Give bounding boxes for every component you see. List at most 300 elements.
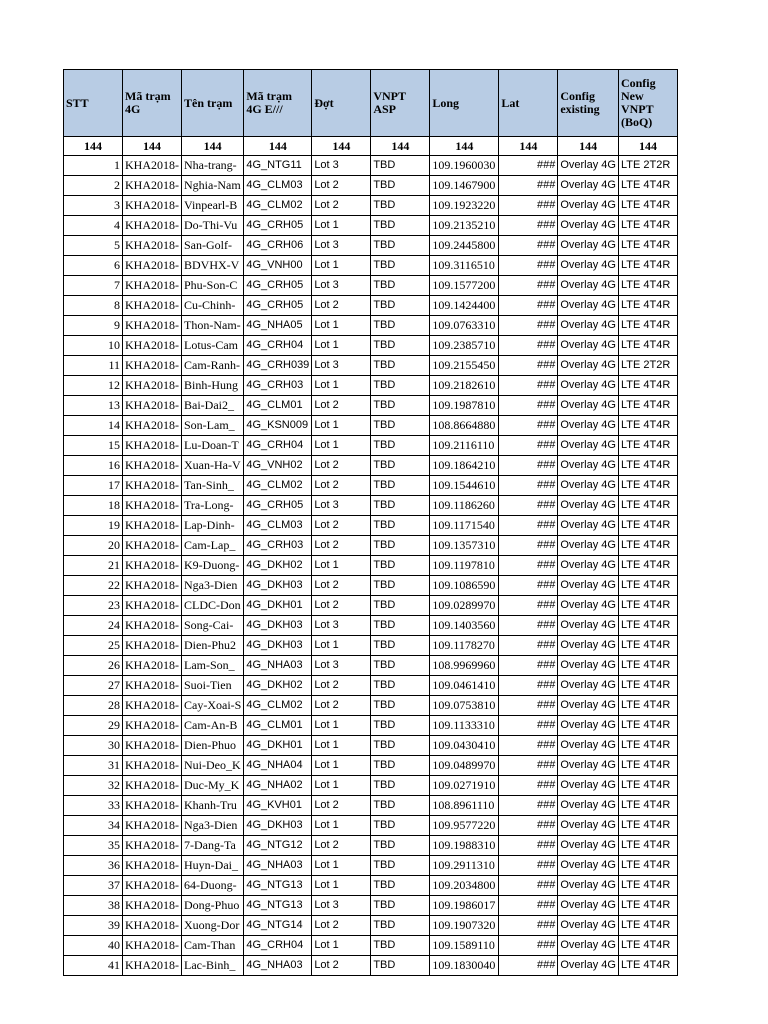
cell-ma-tram-4g: KHA2018- — [123, 636, 182, 656]
cell-config-existing: Overlay 4G — [558, 936, 619, 956]
cell-config-existing: Overlay 4G — [558, 396, 619, 416]
cell-config-existing: Overlay 4G — [558, 596, 619, 616]
cell-ten-tram: Dien-Phuo — [182, 736, 244, 756]
table-row — [64, 576, 678, 596]
cell-ma-tram-4g-e: 4G_NHA03 — [244, 956, 312, 976]
cell-config-existing: Overlay 4G — [558, 376, 619, 396]
cell-vnpt-asp: TBD — [371, 836, 430, 856]
cell-stt: 19 — [64, 516, 123, 536]
cell-ten-tram: Phu-Son-C — [182, 276, 244, 296]
cell-ma-tram-4g: KHA2018- — [123, 696, 182, 716]
cell-ten-tram: Thon-Nam- — [182, 316, 244, 336]
cell-dot: Lot 1 — [312, 216, 371, 236]
cell-lat: ### — [499, 336, 558, 356]
cell-dot: Lot 2 — [312, 836, 371, 856]
cell-long: 109.0271910 — [430, 776, 499, 796]
table-row — [64, 876, 678, 896]
cell-vnpt-asp: TBD — [371, 416, 430, 436]
cell-config-existing: Overlay 4G — [558, 536, 619, 556]
cell-stt: 7 — [64, 276, 123, 296]
cell-stt: 30 — [64, 736, 123, 756]
cell-ma-tram-4g: KHA2018- — [123, 856, 182, 876]
cell-vnpt-asp: TBD — [371, 276, 430, 296]
cell-ma-tram-4g: KHA2018- — [123, 476, 182, 496]
cell-config-new: LTE 4T4R — [618, 316, 677, 336]
count-row — [64, 137, 678, 156]
cell-stt: 40 — [64, 936, 123, 956]
cell-lat: ### — [499, 636, 558, 656]
cell-lat: ### — [499, 856, 558, 876]
table-row — [64, 416, 678, 436]
cell-lat: ### — [499, 556, 558, 576]
cell-ma-tram-4g-e: 4G_NHA04 — [244, 756, 312, 776]
cell-long: 109.1086590 — [430, 576, 499, 596]
table-row — [64, 496, 678, 516]
cell-ma-tram-4g-e: 4G_KSN009 — [244, 416, 312, 436]
cell-ma-tram-4g: KHA2018- — [123, 716, 182, 736]
col-header-stt: STT — [64, 70, 123, 137]
cell-ma-tram-4g: KHA2018- — [123, 876, 182, 896]
cell-dot: Lot 2 — [312, 956, 371, 976]
count-cell: 144 — [244, 137, 312, 156]
cell-config-existing: Overlay 4G — [558, 156, 619, 176]
cell-lat: ### — [499, 276, 558, 296]
cell-ma-tram-4g: KHA2018- — [123, 896, 182, 916]
col-header-ma-tram-4g: Mã trạm 4G — [123, 70, 182, 137]
cell-config-new: LTE 4T4R — [618, 236, 677, 256]
cell-config-existing: Overlay 4G — [558, 656, 619, 676]
cell-dot: Lot 1 — [312, 556, 371, 576]
cell-long: 109.0461410 — [430, 676, 499, 696]
cell-dot: Lot 1 — [312, 816, 371, 836]
site-table — [63, 69, 678, 976]
cell-config-new: LTE 2T2R — [618, 156, 677, 176]
table-row — [64, 696, 678, 716]
cell-stt: 22 — [64, 576, 123, 596]
cell-lat: ### — [499, 316, 558, 336]
cell-ma-tram-4g-e: 4G_DKH03 — [244, 636, 312, 656]
cell-vnpt-asp: TBD — [371, 496, 430, 516]
cell-ten-tram: Dien-Phu2 — [182, 636, 244, 656]
cell-long: 109.1960030 — [430, 156, 499, 176]
cell-stt: 4 — [64, 216, 123, 236]
cell-long: 109.0289970 — [430, 596, 499, 616]
cell-config-existing: Overlay 4G — [558, 576, 619, 596]
table-row — [64, 956, 678, 976]
cell-dot: Lot 1 — [312, 716, 371, 736]
cell-stt: 25 — [64, 636, 123, 656]
cell-config-new: LTE 4T4R — [618, 476, 677, 496]
cell-dot: Lot 1 — [312, 376, 371, 396]
cell-ma-tram-4g: KHA2018- — [123, 816, 182, 836]
cell-config-new: LTE 4T4R — [618, 836, 677, 856]
cell-long: 109.9577220 — [430, 816, 499, 836]
count-cell: 144 — [182, 137, 244, 156]
cell-config-existing: Overlay 4G — [558, 616, 619, 636]
cell-ma-tram-4g-e: 4G_CRH05 — [244, 216, 312, 236]
cell-lat: ### — [499, 756, 558, 776]
cell-ma-tram-4g-e: 4G_CRH04 — [244, 936, 312, 956]
cell-dot: Lot 3 — [312, 656, 371, 676]
cell-config-new: LTE 4T4R — [618, 656, 677, 676]
cell-lat: ### — [499, 896, 558, 916]
cell-ma-tram-4g-e: 4G_NTG12 — [244, 836, 312, 856]
cell-ma-tram-4g: KHA2018- — [123, 796, 182, 816]
cell-long: 109.1544610 — [430, 476, 499, 496]
cell-ma-tram-4g: KHA2018- — [123, 376, 182, 396]
cell-config-existing: Overlay 4G — [558, 276, 619, 296]
cell-config-existing: Overlay 4G — [558, 256, 619, 276]
cell-ma-tram-4g-e: 4G_CRH039 — [244, 356, 312, 376]
cell-ma-tram-4g-e: 4G_DKH02 — [244, 676, 312, 696]
cell-lat: ### — [499, 496, 558, 516]
cell-config-existing: Overlay 4G — [558, 436, 619, 456]
cell-config-new: LTE 4T4R — [618, 716, 677, 736]
cell-config-new: LTE 4T4R — [618, 556, 677, 576]
cell-lat: ### — [499, 596, 558, 616]
cell-dot: Lot 3 — [312, 156, 371, 176]
col-header-config-new: Config New VNPT (BoQ) — [618, 70, 677, 137]
cell-lat: ### — [499, 536, 558, 556]
table-row — [64, 596, 678, 616]
cell-vnpt-asp: TBD — [371, 156, 430, 176]
header-row — [64, 70, 678, 137]
cell-config-new: LTE 4T4R — [618, 956, 677, 976]
cell-ma-tram-4g: KHA2018- — [123, 176, 182, 196]
cell-config-new: LTE 4T4R — [618, 516, 677, 536]
cell-vnpt-asp: TBD — [371, 916, 430, 936]
cell-lat: ### — [499, 436, 558, 456]
cell-config-new: LTE 4T4R — [618, 196, 677, 216]
cell-config-new: LTE 4T4R — [618, 336, 677, 356]
cell-ma-tram-4g: KHA2018- — [123, 496, 182, 516]
cell-ma-tram-4g-e: 4G_NTG13 — [244, 896, 312, 916]
cell-ma-tram-4g-e: 4G_CRH05 — [244, 296, 312, 316]
cell-ten-tram: Binh-Hung — [182, 376, 244, 396]
cell-stt: 15 — [64, 436, 123, 456]
table-row — [64, 816, 678, 836]
col-header-long: Long — [430, 70, 499, 137]
table-row — [64, 296, 678, 316]
table-row — [64, 316, 678, 336]
cell-vnpt-asp: TBD — [371, 776, 430, 796]
table-row — [64, 796, 678, 816]
cell-dot: Lot 3 — [312, 236, 371, 256]
cell-ten-tram: Cam-An-B — [182, 716, 244, 736]
cell-config-new: LTE 4T4R — [618, 436, 677, 456]
table-row — [64, 376, 678, 396]
cell-stt: 21 — [64, 556, 123, 576]
count-cell: 144 — [499, 137, 558, 156]
cell-ma-tram-4g: KHA2018- — [123, 416, 182, 436]
cell-stt: 6 — [64, 256, 123, 276]
cell-stt: 13 — [64, 396, 123, 416]
cell-long: 108.8664880 — [430, 416, 499, 436]
cell-lat: ### — [499, 476, 558, 496]
cell-lat: ### — [499, 296, 558, 316]
cell-long: 109.2445800 — [430, 236, 499, 256]
count-cell: 144 — [123, 137, 182, 156]
cell-ten-tram: K9-Duong- — [182, 556, 244, 576]
table-row — [64, 356, 678, 376]
cell-vnpt-asp: TBD — [371, 296, 430, 316]
cell-ma-tram-4g: KHA2018- — [123, 256, 182, 276]
cell-stt: 12 — [64, 376, 123, 396]
cell-dot: Lot 3 — [312, 496, 371, 516]
cell-config-new: LTE 4T4R — [618, 776, 677, 796]
cell-vnpt-asp: TBD — [371, 256, 430, 276]
cell-lat: ### — [499, 456, 558, 476]
table-row — [64, 556, 678, 576]
cell-dot: Lot 3 — [312, 356, 371, 376]
cell-config-new: LTE 4T4R — [618, 916, 677, 936]
cell-ma-tram-4g-e: 4G_VNH00 — [244, 256, 312, 276]
cell-ma-tram-4g-e: 4G_NTG11 — [244, 156, 312, 176]
table-row — [64, 656, 678, 676]
table-row — [64, 276, 678, 296]
cell-long: 109.2034800 — [430, 876, 499, 896]
cell-stt: 28 — [64, 696, 123, 716]
cell-stt: 29 — [64, 716, 123, 736]
cell-config-existing: Overlay 4G — [558, 836, 619, 856]
cell-ten-tram: 64-Duong- — [182, 876, 244, 896]
cell-ma-tram-4g-e: 4G_CLM02 — [244, 696, 312, 716]
cell-vnpt-asp: TBD — [371, 236, 430, 256]
table-row — [64, 336, 678, 356]
cell-config-new: LTE 4T4R — [618, 296, 677, 316]
cell-config-existing: Overlay 4G — [558, 416, 619, 436]
cell-config-new: LTE 4T4R — [618, 816, 677, 836]
cell-lat: ### — [499, 796, 558, 816]
cell-ma-tram-4g: KHA2018- — [123, 516, 182, 536]
cell-ma-tram-4g-e: 4G_NHA03 — [244, 856, 312, 876]
cell-ten-tram: Khanh-Tru — [182, 796, 244, 816]
cell-dot: Lot 2 — [312, 536, 371, 556]
cell-ten-tram: Cay-Xoai-S — [182, 696, 244, 716]
table-row — [64, 436, 678, 456]
cell-config-existing: Overlay 4G — [558, 736, 619, 756]
cell-config-existing: Overlay 4G — [558, 496, 619, 516]
table-row — [64, 936, 678, 956]
cell-long: 109.1986017 — [430, 896, 499, 916]
cell-config-existing: Overlay 4G — [558, 776, 619, 796]
cell-ma-tram-4g: KHA2018- — [123, 576, 182, 596]
cell-vnpt-asp: TBD — [371, 576, 430, 596]
cell-ten-tram: Nha-trang- — [182, 156, 244, 176]
cell-long: 109.1403560 — [430, 616, 499, 636]
cell-dot: Lot 1 — [312, 316, 371, 336]
cell-dot: Lot 2 — [312, 796, 371, 816]
cell-stt: 41 — [64, 956, 123, 976]
cell-dot: Lot 2 — [312, 916, 371, 936]
cell-stt: 14 — [64, 416, 123, 436]
cell-config-new: LTE 4T4R — [618, 856, 677, 876]
cell-ma-tram-4g-e: 4G_CRH05 — [244, 276, 312, 296]
cell-config-existing: Overlay 4G — [558, 216, 619, 236]
cell-config-existing: Overlay 4G — [558, 316, 619, 336]
cell-ten-tram: Huyn-Dai_ — [182, 856, 244, 876]
col-header-vnpt-asp: VNPT ASP — [371, 70, 430, 137]
cell-ten-tram: Do-Thi-Vu — [182, 216, 244, 236]
cell-lat: ### — [499, 876, 558, 896]
cell-ten-tram: 7-Dang-Ta — [182, 836, 244, 856]
cell-config-new: LTE 4T4R — [618, 636, 677, 656]
cell-lat: ### — [499, 356, 558, 376]
cell-config-existing: Overlay 4G — [558, 956, 619, 976]
cell-lat: ### — [499, 956, 558, 976]
cell-config-new: LTE 4T4R — [618, 796, 677, 816]
count-cell: 144 — [371, 137, 430, 156]
table-row — [64, 456, 678, 476]
cell-vnpt-asp: TBD — [371, 796, 430, 816]
cell-ma-tram-4g-e: 4G_CRH03 — [244, 536, 312, 556]
cell-long: 109.1988310 — [430, 836, 499, 856]
cell-stt: 20 — [64, 536, 123, 556]
cell-long: 109.1907320 — [430, 916, 499, 936]
cell-ma-tram-4g-e: 4G_DKH01 — [244, 596, 312, 616]
cell-dot: Lot 3 — [312, 276, 371, 296]
cell-dot: Lot 1 — [312, 756, 371, 776]
cell-ma-tram-4g-e: 4G_DKH03 — [244, 576, 312, 596]
cell-dot: Lot 1 — [312, 936, 371, 956]
cell-ma-tram-4g: KHA2018- — [123, 536, 182, 556]
cell-ma-tram-4g: KHA2018- — [123, 656, 182, 676]
cell-ten-tram: Cam-Than — [182, 936, 244, 956]
count-cell: 144 — [312, 137, 371, 156]
cell-ma-tram-4g-e: 4G_NHA05 — [244, 316, 312, 336]
cell-config-new: LTE 4T4R — [618, 596, 677, 616]
cell-dot: Lot 2 — [312, 596, 371, 616]
cell-ten-tram: CLDC-Don — [182, 596, 244, 616]
cell-stt: 27 — [64, 676, 123, 696]
cell-long: 108.9969960 — [430, 656, 499, 676]
table-row — [64, 156, 678, 176]
cell-stt: 5 — [64, 236, 123, 256]
cell-config-new: LTE 4T4R — [618, 676, 677, 696]
cell-long: 109.0430410 — [430, 736, 499, 756]
cell-config-existing: Overlay 4G — [558, 236, 619, 256]
cell-stt: 38 — [64, 896, 123, 916]
cell-lat: ### — [499, 176, 558, 196]
cell-dot: Lot 3 — [312, 616, 371, 636]
cell-long: 109.2385710 — [430, 336, 499, 356]
cell-long: 109.1197810 — [430, 556, 499, 576]
cell-ma-tram-4g-e: 4G_DKH01 — [244, 736, 312, 756]
cell-stt: 34 — [64, 816, 123, 836]
cell-config-existing: Overlay 4G — [558, 456, 619, 476]
cell-ten-tram: Lotus-Cam — [182, 336, 244, 356]
cell-config-new: LTE 4T4R — [618, 376, 677, 396]
cell-vnpt-asp: TBD — [371, 596, 430, 616]
cell-lat: ### — [499, 396, 558, 416]
table-row — [64, 176, 678, 196]
cell-ten-tram: Dong-Phuo — [182, 896, 244, 916]
cell-long: 109.0763310 — [430, 316, 499, 336]
cell-config-new: LTE 4T4R — [618, 256, 677, 276]
cell-config-new: LTE 2T2R — [618, 356, 677, 376]
col-header-config-existing: Config existing — [558, 70, 619, 137]
cell-stt: 35 — [64, 836, 123, 856]
cell-config-new: LTE 4T4R — [618, 576, 677, 596]
cell-ten-tram: Lam-Son_ — [182, 656, 244, 676]
cell-stt: 33 — [64, 796, 123, 816]
table-row — [64, 836, 678, 856]
cell-ma-tram-4g-e: 4G_CLM01 — [244, 716, 312, 736]
cell-vnpt-asp: TBD — [371, 516, 430, 536]
cell-config-new: LTE 4T4R — [618, 456, 677, 476]
cell-vnpt-asp: TBD — [371, 376, 430, 396]
cell-vnpt-asp: TBD — [371, 616, 430, 636]
cell-config-new: LTE 4T4R — [618, 416, 677, 436]
cell-ten-tram: Nga3-Dien — [182, 816, 244, 836]
cell-stt: 39 — [64, 916, 123, 936]
cell-vnpt-asp: TBD — [371, 176, 430, 196]
cell-dot: Lot 1 — [312, 856, 371, 876]
cell-ma-tram-4g-e: 4G_CRH05 — [244, 496, 312, 516]
cell-dot: Lot 2 — [312, 456, 371, 476]
table-row — [64, 636, 678, 656]
cell-vnpt-asp: TBD — [371, 876, 430, 896]
cell-stt: 1 — [64, 156, 123, 176]
cell-stt: 2 — [64, 176, 123, 196]
cell-ten-tram: Cu-Chinh- — [182, 296, 244, 316]
cell-ma-tram-4g-e: 4G_CLM02 — [244, 196, 312, 216]
cell-lat: ### — [499, 616, 558, 636]
cell-ma-tram-4g-e: 4G_CLM03 — [244, 516, 312, 536]
cell-config-existing: Overlay 4G — [558, 916, 619, 936]
table-row — [64, 196, 678, 216]
col-header-ten-tram: Tên trạm — [182, 70, 244, 137]
cell-stt: 18 — [64, 496, 123, 516]
cell-config-new: LTE 4T4R — [618, 876, 677, 896]
cell-config-existing: Overlay 4G — [558, 756, 619, 776]
cell-ma-tram-4g-e: 4G_NHA03 — [244, 656, 312, 676]
cell-long: 109.1424400 — [430, 296, 499, 316]
cell-config-new: LTE 4T4R — [618, 736, 677, 756]
table-row — [64, 716, 678, 736]
cell-ten-tram: Lac-Binh_ — [182, 956, 244, 976]
cell-ma-tram-4g: KHA2018- — [123, 356, 182, 376]
cell-lat: ### — [499, 256, 558, 276]
cell-dot: Lot 1 — [312, 416, 371, 436]
cell-ma-tram-4g: KHA2018- — [123, 276, 182, 296]
cell-stt: 17 — [64, 476, 123, 496]
cell-config-existing: Overlay 4G — [558, 296, 619, 316]
cell-ten-tram: Nga3-Dien — [182, 576, 244, 596]
cell-vnpt-asp: TBD — [371, 676, 430, 696]
cell-config-existing: Overlay 4G — [558, 696, 619, 716]
cell-long: 109.2116110 — [430, 436, 499, 456]
table-row — [64, 916, 678, 936]
cell-long: 109.1178270 — [430, 636, 499, 656]
cell-stt: 9 — [64, 316, 123, 336]
cell-dot: Lot 2 — [312, 516, 371, 536]
cell-config-existing: Overlay 4G — [558, 816, 619, 836]
cell-ten-tram: Nui-Deo_K — [182, 756, 244, 776]
table-row — [64, 896, 678, 916]
cell-dot: Lot 2 — [312, 576, 371, 596]
cell-config-new: LTE 4T4R — [618, 396, 677, 416]
cell-long: 109.1923220 — [430, 196, 499, 216]
cell-ma-tram-4g: KHA2018- — [123, 916, 182, 936]
cell-ma-tram-4g-e: 4G_CLM02 — [244, 476, 312, 496]
cell-ma-tram-4g-e: 4G_CRH04 — [244, 436, 312, 456]
cell-vnpt-asp: TBD — [371, 656, 430, 676]
cell-ten-tram: San-Golf- — [182, 236, 244, 256]
cell-stt: 26 — [64, 656, 123, 676]
cell-dot: Lot 1 — [312, 636, 371, 656]
table-row — [64, 856, 678, 876]
